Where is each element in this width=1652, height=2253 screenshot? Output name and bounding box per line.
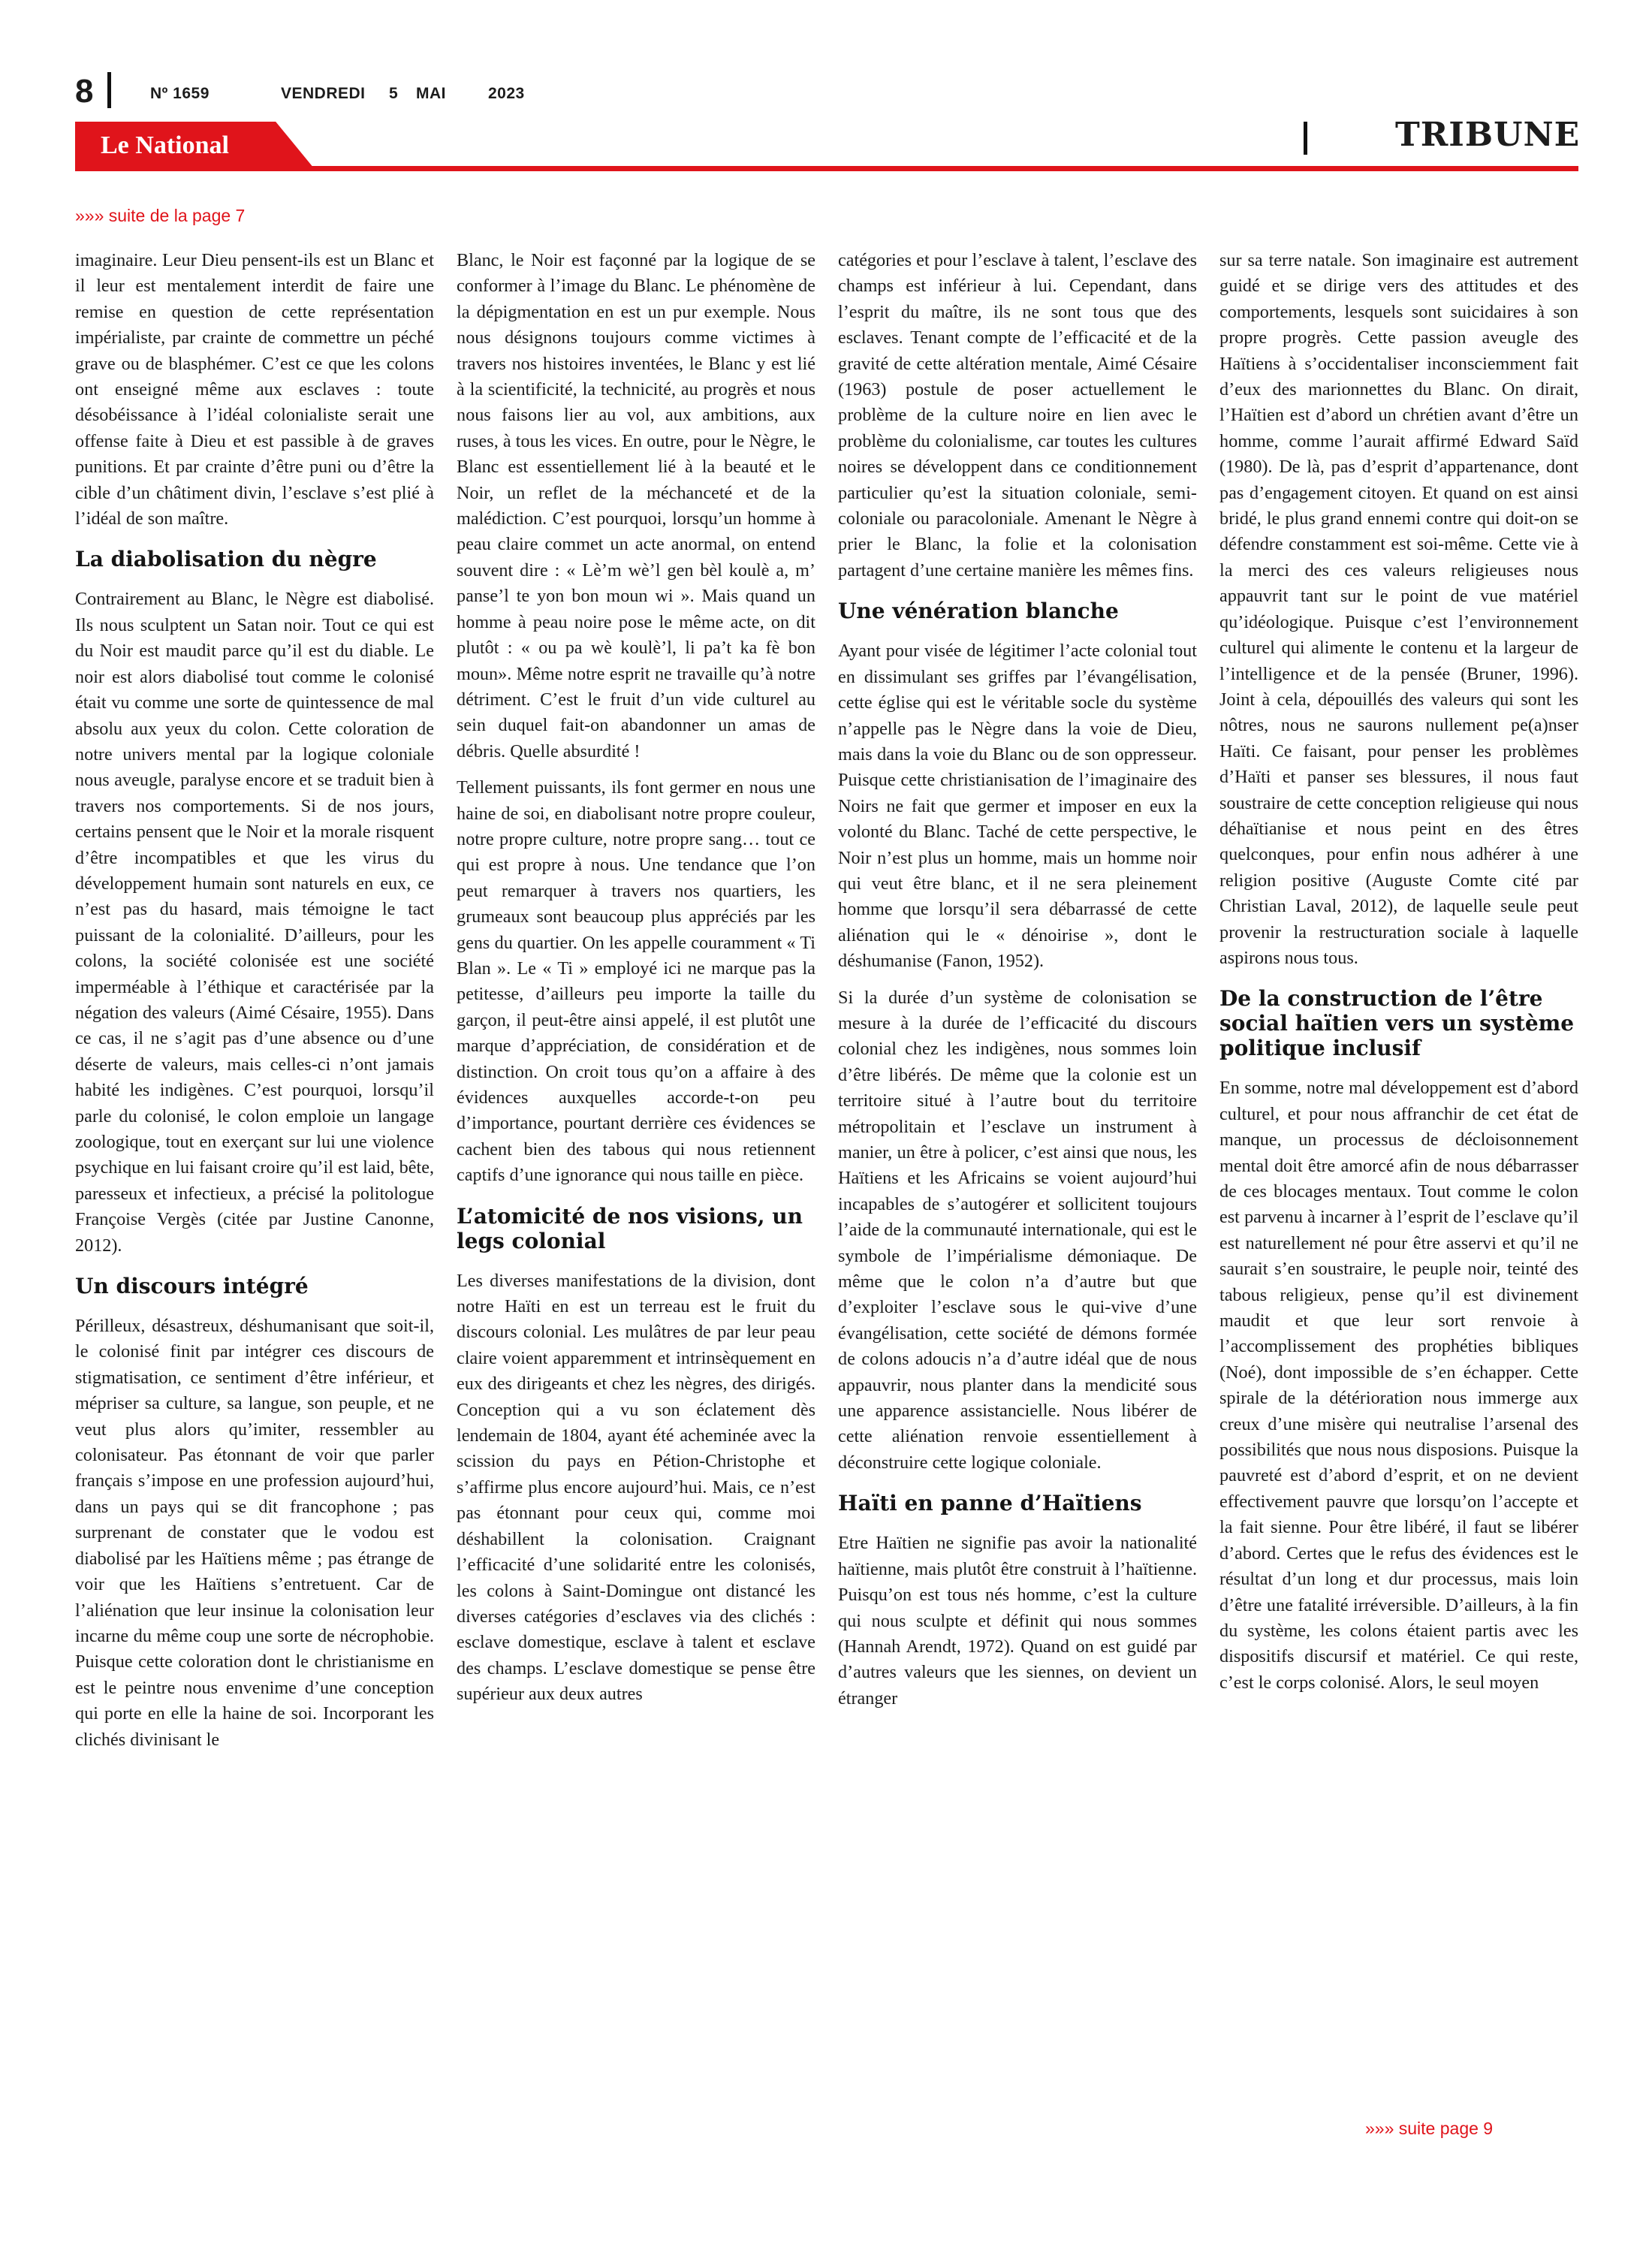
continued-from: »»» suite de la page 7 bbox=[75, 206, 246, 225]
subheading: L’atomicité de nos visions, un legs colonial bbox=[457, 1203, 803, 1253]
paragraph: Périlleux, désastreux, déshumanisant que soit-il, le colonisé finit par intégrer ces discours de stigmatisation, ce sentiment d’être inférieur, et mépriser sa culture, sa langue, son peuple, et ne veut plus alors qu’imiter, ressembler au colonisateur. Pas étonnant de voir que parler français s’impose en une profession aujourd’hui, dans un pays qui se dit francophone ; pas surprenant de constater que le vodou est diabolisé par les Haïtiens même ; pas étrange de voir que les Haïtiens s’entretuent. Car de l’aliénation que leur insinue la colonisation leur incarne du même coup une sorte de nécrophobie. Puisque cette coloration dont le christianisme en est le peintre nous envenime d’une conception qui porte en elle la haine de soi. Incorporant les clichés divinisant le bbox=[75, 1316, 434, 1750]
subheading: Une vénération blanche bbox=[838, 599, 1119, 624]
column-1 bbox=[75, 248, 434, 1753]
section-divider bbox=[1304, 122, 1307, 155]
header-rule bbox=[75, 166, 1578, 171]
page-number: 8 bbox=[75, 73, 94, 110]
column-3 bbox=[838, 248, 1197, 1712]
header-divider bbox=[107, 72, 111, 108]
brand-logo: Le National bbox=[101, 131, 229, 159]
paragraph: sur sa terre natale. Son imaginaire est autrement guidé et se dirige vers des attitudes et des comportements, lesquels sont suicidaires à son propre progrès. Cette passion aveugle des Haïtiens à s’occidentaliser inconsciemment fait d’eux des marionnettes du Blanc. On dirait, l’Haïtien est d’abord un chrétien avant d’être un homme, comme l’aurait affirmé Edward Saïd (1980). De là, pas d’esprit d’appartenance, dont pas d’engagement citoyen. Et quand on est ainsi bridé, le plus grand ennemi contre qui doit-on se défendre constamment est soi-même. Cette vie à la merci des ces valeurs religieuses nous appauvrit tant sur le point de vue matériel qu’idéologique. Puisque c’est l’environnement culturel qui alimente le contenu et la largeur de l’intelligence et de la pensée (Bruner, 1996). Joint à cela, dépouillés des valeurs qui sont les nôtres, nous ne saurons nullement pe(a)nser Haïti. Ce faisant, pour penser les problèmes d’Haïti et panser ses blessures, il nous faut soustraire de cette conception religieuse qui nous déhaïtianise et nous peint en des êtres quelconques, pour enfin nous adhérer à une religion positive (Auguste Comte cité par Christian Laval, 2012), de laquelle seule peut provenir la restructuration sociale à laquelle aspirons nous tous. bbox=[1219, 250, 1578, 968]
paragraph: imaginaire. Leur Dieu pensent-ils est un Blanc et il leur est mentalement interdit de faire une remise en question de cette représentation impérialiste, par crainte de commettre un péché grave ou de blasphémer. C’est ce que les colons ont enseigné même aux esclaves : toute désobéissance à l’idéal colonialiste serait une offense faite à Dieu et est passible à de graves punitions. Et par crainte d’être puni ou d’être la cible d’un châtiment divin, l’esclave s’est plié à l’idéal de son maître. bbox=[75, 250, 434, 529]
column-4 bbox=[1219, 248, 1578, 1696]
subheading: De la construction de l’être social haïtien vers un système politique inclusif bbox=[1219, 986, 1575, 1061]
section-title: TRIBUNE bbox=[1395, 116, 1581, 154]
date-day: 5 bbox=[389, 85, 399, 102]
month: MAI bbox=[416, 85, 446, 102]
paragraph: En somme, notre mal développement est d’abord culturel, et pour nous affranchir de cet état de manque, un processus de décloisonnement mental doit être amorcé afin de nous débarrasser de ces blocages mentaux. Tout comme le colon est parvenu à incarner à l’esprit de l’esclave qu’il est naturellement né pour être asservi et qu’il ne saurait s’en soustraire, le peuple noir, teinté des tabous religieux, pense qu’il est divinement maudit et que leur sort renvoie à l’accomplissement des prophéties bibliques (Noé), dont impossible de s’en échapper. Cette spirale de la détérioration nous immerge aux creux d’une misère qui neutralise l’arsenal des possibilités que nous nous disposions. Puisque la pauvreté est d’abord d’esprit, et on ne devient effectivement pauvre que lorsqu’on l’accepte et la fait sienne. Pour être libéré, il faut se libérer d’abord. Certes que le refus des évidences est le résultat d’un long et dur processus, mais loin d’être une fatalité irréversible. D’ailleurs, à la fin du système, les colons étaient partis avec les dispositifs discursif et matériel. Ce qui reste, c’est le corps colonisé. Alors, le seul moyen bbox=[1219, 1078, 1578, 1693]
column-2 bbox=[457, 248, 815, 1708]
paragraph: Blanc, le Noir est façonné par la logique de se conformer à l’image du Blanc. Le phénomène de la dépigmentation en est un pur exemple. Nous nous désignons toujours comme victimes à travers nos histoires inventées, le Blanc y est lié à la scientificité, la technicité, au progrès et nous nous faisons lier au vol, aux ambitions, aux ruses, à tous les vices. En outre, pour le Nègre, le Blanc est essentiellement lié à la beauté et le Noir, un reflet de la méchanceté et de la malédiction. C’est pourquoi, lorsqu’un homme à peau claire commet un acte anormal, on entend souvent dire : « Lè’m wè’l gen bèl koulè a, m’ panse’l te yon bon moun wi ». Mais quand un homme à peau noire pose le même acte, on dit plutôt : « ou pa wè koulè’l, li pa’t ka fè bon moun». Même notre esprit ne travaille qu’à notre détriment. C’est le fruit d’un vide culturel au sein duquel fait-on abandonner un amas de débris. Quelle absurdité ! bbox=[457, 250, 815, 762]
weekday: VENDREDI bbox=[281, 85, 366, 102]
paragraph: Etre Haïtien ne signifie pas avoir la nationalité haïtienne, mais plutôt être construit à l’haïtienne. Puisqu’on est tous nés homme, c’est la culture qui nous sculpte et définit qui nous sommes (Hannah Arendt, 1972). Quand on est guidé par d’autres valeurs que les siennes, on devient un étranger bbox=[838, 1533, 1197, 1709]
subheading: Haïti en panne d’Haïtiens bbox=[838, 1491, 1142, 1516]
paragraph: catégories et pour l’esclave à talent, l’esclave des champs est inférieur à lui. Cependant, dans l’esprit du maître, ils ne sont tous que des esclaves. Tenant compte de l’efficacité et de la gravité de cette altération mentale, Aimé Césaire (1963) postule de poser actuellement le problème de la culture noire en lien avec le problème du colonialisme, car toutes les cultures noires se développent dans ce conditionnement particulier qu’est la situation coloniale, semi-coloniale ou paracoloniale. Amenant le Nègre à prier le Blanc, la folie et la colonisation partagent d’une certaine manière les mêmes fins. bbox=[838, 250, 1197, 581]
paragraph: Les diverses manifestations de la division, dont notre Haïti en est un terreau est le fruit du discours colonial. Les mulâtres de par leur peau claire voient apparemment et intrinsèquement en eux des dirigeants et chez les nègres, des dirigés. Conception qui a vu son éclatement dès lendemain de 1804, ayant été acheminée avec la scission du pays en Pétion-Christophe et s’affirme plus encore aujourd’hui. Mais, ce n’est pas étonnant pour ceux qui, comme moi déshabillent la colonisation. Craignant l’efficacité d’une solidarité entre les colonisés, les colons à Saint-Domingue ont distancé les diverses catégories d’esclaves via des clichés : esclave domestique, esclave à talent et esclave des champs. L’esclave domestique se pense être supérieur aux deux autres bbox=[457, 1270, 815, 1705]
paragraph: Tellement puissants, ils font germer en nous une haine de soi, en diabolisant notre propre couleur, notre propre culture, notre propre sang… tout ce qui est propre à nous. Une tendance que l’on peut remarquer à travers nos quartiers, les grumeaux sont beaucoup plus appréciés par les gens du quartier. On les appelle couramment « Ti Blan ». Le « Ti » employé ici ne marque pas la petitesse, d’ailleurs peu importe la taille du garçon, il peut-être ainsi appelé, il est plutôt une marque d’appréciation, de considération et de distinction. On croit tous qu’on a affaire à des évidences auxquelles accorde-t-on peu d’importance, pourtant derrière ces évidences se cachent bien des tabous qui nous retiennent captifs d’une ignorance qui nous taille en pièce. bbox=[457, 777, 815, 1186]
subheading: La diabolisation du nègre bbox=[75, 547, 377, 572]
paragraph: Ayant pour visée de légitimer l’acte colonial tout en dissimulant ses griffes par l’évangélisation, cette église qui est le véritable socle du système n’appelle pas le Nègre dans la voie de Dieu, mais dans la voie du Blanc ou de son oppresseur. Puisque cette christianisation de l’imaginaire des Noirs ne fait que germer et imposer en eux la volonté du Blanc. Taché de cette perspective, le Noir n’est plus un homme, mais un homme noir qui veut être blanc, et il ne sera pleinement homme que lorsqu’il sera débarrassé de cette aliénation qui le « dénoirise », dont le déshumanise (Fanon, 1952). bbox=[838, 641, 1197, 972]
subheading: Un discours intégré bbox=[75, 1274, 309, 1299]
paragraph: Contrairement au Blanc, le Nègre est diabolisé. Ils nous sculptent un Satan noir. Tout ce qui est du Noir est maudit parce qu’il est du diable. Le noir est alors diabolisé tout comme le colonisé était vu comme une sorte de quintessence de mal absolu aux yeux du colon. Cette coloration de notre univers mental par la logique coloniale nous aveugle, paralyse encore et se traduit bien à travers nos comportements. Si de nos jours, certains pensent que le Noir et la morale risquent d’être incompatibles et que les virus du développement humain sont naturels en eux, ce n’est pas du hasard, mais témoigne le tact puissant de la colonialité. D’ailleurs, pour les colons, la société colonisée est une société imperméable à l’éthique et caractérisée par la négation des valeurs (Aimé Césaire, 1955). Dans ce cas, il ne s’agit pas d’une absence ou d’une déserte de valeurs, mais celles-ci n’ont jamais habité les indigènes. C’est pourquoi, lorsqu’il parle du colonisé, le colon emploie un langage zoologique, tout en exerçant sur lui une violence psychique en lui faisant croire qu’il est laid, bête, paresseux et infectieux, a précisé la politologue Françoise Vergès (citée par Justine Canonne, 2012). bbox=[75, 589, 434, 1256]
year: 2023 bbox=[488, 85, 525, 102]
continued-to[interactable]: »»» suite page 9 bbox=[1365, 2119, 1494, 2138]
issue-number: Nº 1659 bbox=[150, 85, 210, 102]
paragraph: Si la durée d’un système de colonisation se mesure à la durée de l’efficacité du discours colonial chez les indigènes, nous sommes loin d’être libérés. De même que la colonie est un territoire situé à l’autre bout du territoire métropolitain et l’esclave un instrument à manier, un être à policer, c’est ainsi que nous, les Haïtiens et les Africains se voient aujourd’hui incapables de s’autogérer et sollicitent toujours l’aide de la communauté internationale, qui est le symbole de l’impérialisme démoniaque. De même que le colon n’a d’autre but que d’exploiter l’esclave sous le qui-vive d’une évangélisation, cette société de démons formée de colons adoucis n’a d’autre idéal que de nous appauvrir, nous planter dans la mendicité sous une apparence assistancielle. Nous libérer de cette aliénation renvoie essentiellement à déconstruire cette logique coloniale. bbox=[838, 987, 1197, 1473]
